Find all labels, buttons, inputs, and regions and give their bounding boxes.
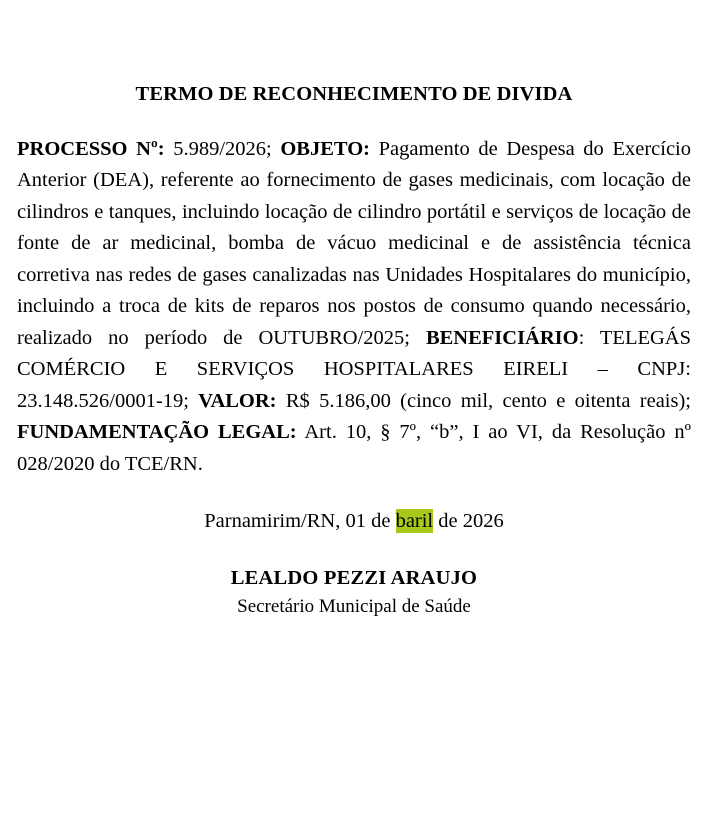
- label-valor: VALOR:: [198, 389, 277, 412]
- document-body-paragraph: [17, 108, 691, 481]
- value-valor-texto: R$ 5.186,00 (cinco mil, cento e oitenta reais);: [276, 389, 691, 412]
- signatory-name: LEALDO PEZZI ARAUJO: [230, 566, 478, 589]
- value-beneficiario-texto: : TELEGÁS COMÉRCIO E SERVIÇOS HOSPITALARES EIRELI – CNPJ: 23.148.526/0001-19;: [17, 326, 691, 412]
- value-processo-numero: 5.989/2026;: [164, 137, 281, 160]
- value-objeto-texto: Pagamento de Despesa do Exercício Anterior (DEA), referente ao fornecimento de gases medicinais, com locação de cilindros e tanques, incluindo locação de cilindro portátil e serviços de locação de fonte de ar medicinal, bomba de vácuo medicinal e de assistência técnica corretiva nas redes de gases canalizadas nas Unidades Hospitalares do município, incluindo a troca de kits de reparos nos postos de consumo quando necessário, realizado no período de OUTUBRO/2025;: [17, 137, 691, 349]
- value-fundamentacao-texto: Art. 10, § 7º, “b”, I ao VI, da Resolução nº 028/2020 do TCE/RN.: [17, 421, 691, 475]
- label-processo: PROCESSO Nº:: [17, 137, 165, 160]
- date-line: [17, 480, 691, 538]
- signature-block: [17, 538, 691, 620]
- date-line-prefix: Parnamirim/RN, 01 de: [204, 510, 396, 533]
- label-fundamentacao-legal: FUNDAMENTAÇÃO LEGAL:: [17, 421, 297, 444]
- page-title: TERMO DE RECONHECIMENTO DE DIVIDA: [135, 83, 573, 105]
- label-objeto: OBJETO:: [280, 137, 370, 160]
- date-line-suffix: de 2026: [433, 510, 504, 533]
- label-beneficiario: BENEFICIÁRIO: [425, 326, 579, 349]
- highlighted-month: baril: [395, 510, 434, 533]
- signatory-role: Secretário Municipal de Saúde: [237, 595, 471, 617]
